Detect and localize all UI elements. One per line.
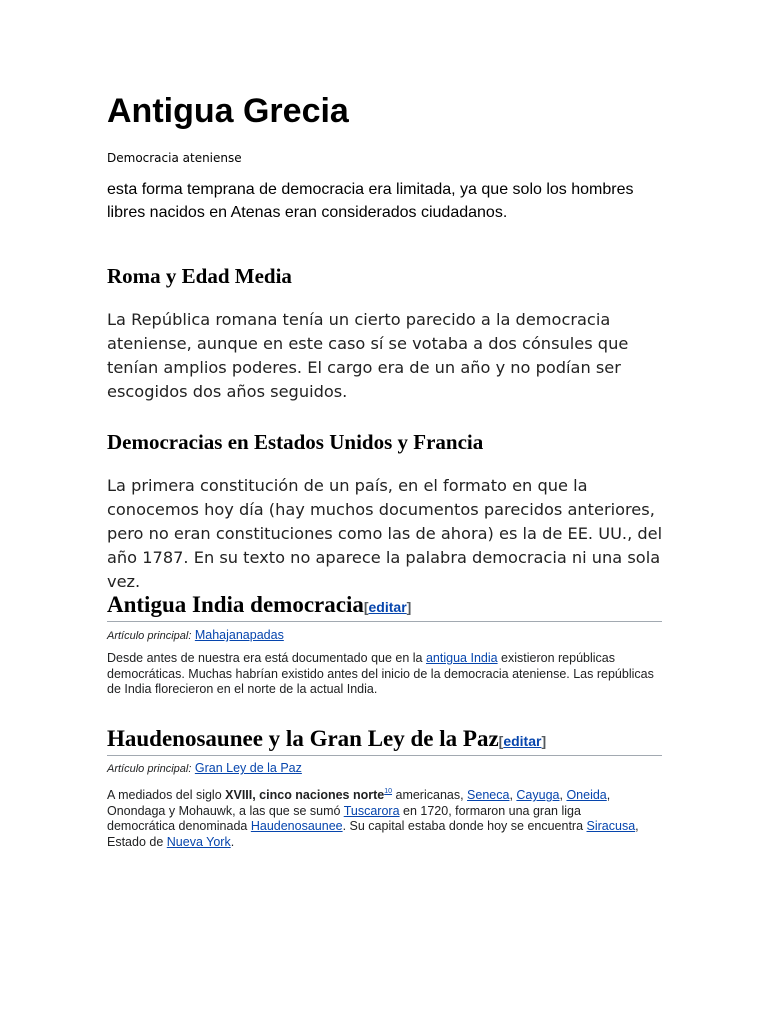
paragraph-roma: La República romana tenía un cierto parecido a la democracia ateniense, aunque en este caso sí se votaba a dos cónsules que tenían amplios poderes. El cargo era de un año y no podían ser escogidos dos años seguidos. (107, 310, 629, 401)
heading-haudenosaunee-text: Haudenosaunee y la Gran Ley de la Paz (107, 726, 499, 751)
footnote-10[interactable]: 10 (384, 788, 393, 795)
link-antigua-india[interactable]: antigua India (425, 651, 498, 665)
main-article-label: Artículo principal: (107, 630, 192, 642)
link-oneida[interactable]: Oneida (566, 788, 607, 802)
edit-link[interactable]: editar (503, 733, 542, 749)
heading-antigua-india (107, 592, 662, 622)
link-haudenosaunee[interactable]: Haudenosaunee (250, 819, 343, 834)
paragraph-estados-unidos: La primera constitución de un país, en el formato en que la conocemos hoy día (hay muchos documentos parecidos anteriores, pero no eran constituciones como las de ahora) es la de EE. UU., del año 1787. En su texto no aparece la palabra democracia ni una sola vez. (107, 476, 663, 591)
link-tuscarora[interactable]: Tuscarora (343, 803, 400, 818)
link-mahajanapadas[interactable]: Mahajanapadas (194, 628, 284, 642)
edit-link[interactable]: editar (368, 599, 407, 615)
heading-haudenosaunee (107, 726, 662, 756)
link-nueva-york[interactable]: Nueva York (166, 834, 231, 849)
page-title: Antigua Grecia (107, 92, 349, 130)
link-gran-ley-de-la-paz[interactable]: Gran Ley de la Paz (194, 761, 302, 775)
edit-section: [editar] (363, 599, 412, 615)
page-subtitle: Democracia ateniense (107, 151, 242, 165)
heading-estados-unidos: Democracias en Estados Unidos y Francia (107, 430, 484, 454)
link-cayuga[interactable]: Cayuga (516, 788, 560, 802)
main-article-note (107, 761, 302, 775)
heading-roma: Roma y Edad Media (107, 264, 292, 288)
main-article-note (107, 628, 284, 642)
paragraph-haudenosaunee: A mediados del siglo XVIII, cinco naciones norte$^{10}$ americanas, Seneca, Cayuga, Oneida, Onondaga y Mohauwk, a las que se sumó Tuscarora en 1720, formaron una gran liga democrática denominada Haudenosaunee. Su capital estaba donde hoy se encuentra Siracusa, Estado de Nueva York. (107, 788, 639, 849)
link-seneca[interactable]: Seneca (467, 788, 510, 802)
link-siracusa[interactable]: Siracusa (586, 819, 636, 834)
edit-section: [editar] (498, 733, 547, 749)
heading-antigua-india-text: Antigua India democracia (107, 592, 364, 617)
paragraph-antigua-india: Desde antes de nuestra era está documentado que en la antigua India existieron repúblicas democráticas. Muchas habrían existido antes del inicio de la democracia ateniense. Las repúblicas de India florecieron en el norte de la actual India. (107, 651, 654, 697)
main-article-label: Artículo principal: (107, 763, 192, 775)
intro-paragraph: esta forma temprana de democracia era limitada, ya que solo los hombres libres nacidos en Atenas eran considerados ciudadanos. (107, 181, 634, 221)
